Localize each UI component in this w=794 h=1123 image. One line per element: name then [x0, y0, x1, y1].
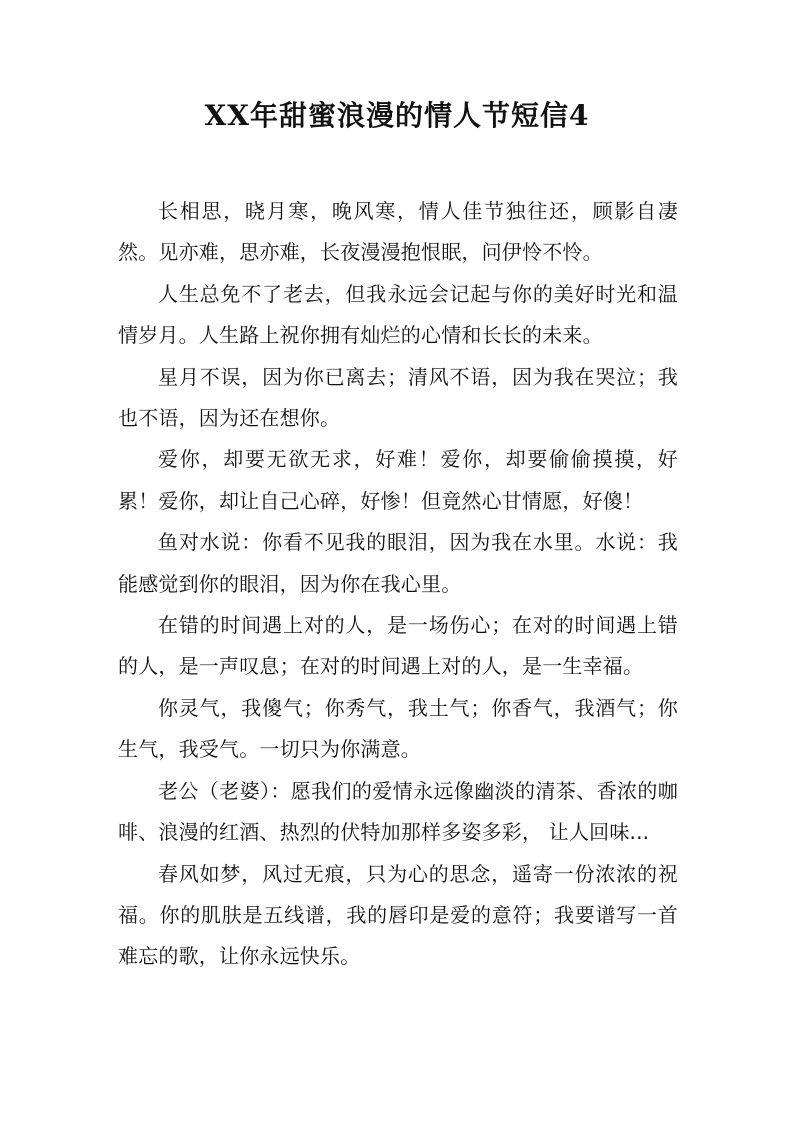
- paragraph-4: 爱你，却要无欲无求，好难！爱你，却要偷偷摸摸，好累！爱你，却让自己心碎，好惨！但竟然心甘情愿，好傻！: [118, 447, 678, 513]
- document-body: [118, 191, 678, 978]
- paragraph-2: 人生总免不了老去，但我永远会记起与你的美好时光和温情岁月。人生路上祝你拥有灿烂的心情和长长的未来。: [118, 281, 678, 348]
- paragraph-6: 在错的时间遇上对的人，是一场伤心；在对的时间遇上错的人，是一声叹息；在对的时间遇上对的人，是一生幸福。: [118, 613, 678, 679]
- paragraph-3: 星月不误，因为你已离去；清风不语，因为我在哭泣；我也不语，因为还在想你。: [118, 364, 678, 431]
- paragraph-8: 老公（老婆）：愿我们的爱情永远像幽淡的清茶、香浓的咖啡、浪漫的红酒、热烈的伏特加那样多姿多彩， 让人回味...: [118, 778, 678, 845]
- paragraph-1: 长相思，晓月寒，晚风寒，情人佳节独往还，顾影自凄然。见亦难，思亦难，长夜漫漫抱恨眠，问伊怜不怜。: [118, 199, 678, 265]
- paragraph-7: 你灵气，我傻气；你秀气，我土气；你香气，我酒气；你生气，我受气。一切只为你满意。: [118, 695, 678, 762]
- document-title: XX年甜蜜浪漫的情人节短信4: [204, 99, 590, 132]
- paragraph-9: 春风如梦，风过无痕，只为心的思念，遥寄一份浓浓的祝福。你的肌肤是五线谱，我的唇印是爱的意符；我要谱写一首难忘的歌，让你永远快乐。: [118, 861, 678, 969]
- paragraph-5: 鱼对水说：你看不见我的眼泪，因为我在水里。水说：我能感觉到你的眼泪，因为你在我心里。: [118, 530, 678, 596]
